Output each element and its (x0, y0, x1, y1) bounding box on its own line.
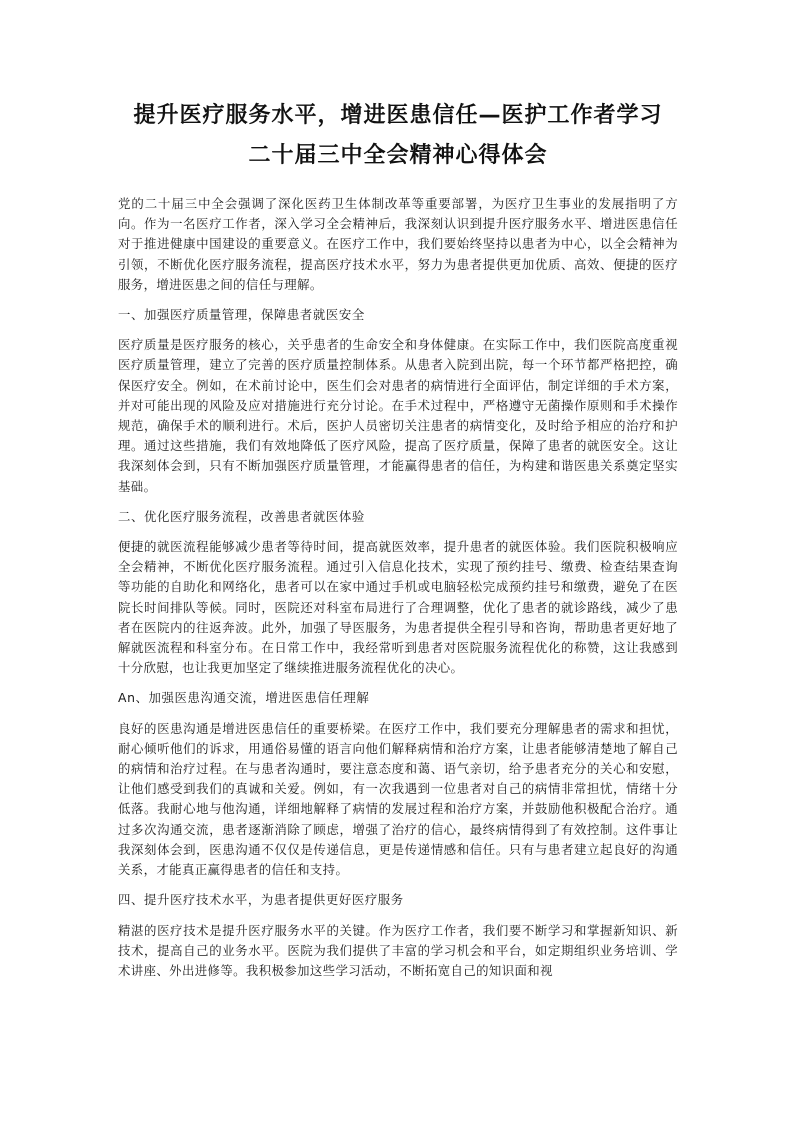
document-title (118, 96, 678, 176)
section-body-1: 医疗质量是医疗服务的核心，关乎患者的生命安全和身体健康。在实际工作中，我们医院高度重视医疗质量管理，建立了完善的医疗质量控制体系。从患者入院到出院，每一个环节都严格把控，确保医疗安全。例如，在术前讨论中，医生们会对患者的病情进行全面评估，制定详细的手术方案，并对可能出现的风险及应对措施进行充分讨论。在手术过程中，严格遵守无菌操作原则和手术操作规范，确保手术的顺利进行。术后，医护人员密切关注患者的病情变化，及时给予相应的治疗和护理。通过这些措施，我们有效地降低了医疗风险，提高了医疗质量，保障了患者的就医安全。这让我深刻体会到，只有不断加强医疗质量管理，才能赢得患者的信任，为构建和谐医患关系奠定坚实基础。 (118, 337, 678, 494)
section-heading-4: 四、提升医疗技术水平，为患者提供更好医疗服务 (118, 892, 404, 908)
section-heading-2: 二、优化医疗服务流程，改善患者就医体验 (118, 508, 365, 524)
section-body-3: 良好的医患沟通是增进医患信任的重要桥梁。在医疗工作中，我们要充分理解患者的需求和担忧，耐心倾听他们的诉求，用通俗易懂的语言向他们解释病情和治疗方案，让患者能够清楚地了解自己的病情和治疗过程。在与患者沟通时，要注意态度和蔼、语气亲切，给予患者充分的关心和安慰，让他们感受到我们的真诚和关爱。例如，有一次我遇到一位患者对自己的病情非常担忧，情绪十分低落。我耐心地与他沟通，详细地解释了病情的发展过程和治疗方案，并鼓励他积极配合治疗。通过多次沟通交流，患者逐渐消除了顾虑，增强了治疗的信心，最终病情得到了有效控制。这件事让我深刻体会到，医患沟通不仅仅是传递信息，更是传递情感和信任。只有与患者建立起良好的沟通关系，才能真正赢得患者的信任和支持。 (118, 720, 678, 878)
title-line-1: 提升医疗服务水平，增进医患信任—医护工作者学习 (133, 103, 663, 128)
title-line-2: 二十届三中全会精神心得体会 (248, 143, 548, 168)
section-heading-1: 一、加强医疗质量管理，保障患者就医安全 (118, 307, 365, 323)
section-body-4: 精湛的医疗技术是提升医疗服务水平的关键。作为医疗工作者，我们要不断学习和掌握新知识、新技术，提高自己的业务水平。医院为我们提供了丰富的学习机会和平台，如定期组织业务培训、学术讲座、外出进修等。我积极参加这些学习活动，不断拓宽自己的知识面和视 (118, 922, 678, 978)
section-heading-3: An、加强医患沟通交流，增进医患信任理解 (118, 690, 370, 706)
document-body (118, 194, 678, 981)
document-page (118, 96, 678, 991)
section-body-2: 便捷的就医流程能够减少患者等待时间，提高就医效率，提升患者的就医体验。我们医院积极响应全会精神，不断优化医疗服务流程。通过引入信息化技术，实现了预约挂号、缴费、检查结果查询等功能的自助化和网络化，患者可以在家中通过手机或电脑轻松完成预约挂号和缴费，避免了在医院长时间排队等候。同时，医院还对科室布局进行了合理调整，优化了患者的就诊路线，减少了患者在医院内的往返奔波。此外，加强了导医服务，为患者提供全程引导和咨询，帮助患者更好地了解就医流程和科室分布。在日常工作中，我经常听到患者对医院服务流程优化的称赞，这让我感到十分欣慰，也让我更加坚定了继续推进服务流程优化的决心。 (118, 539, 678, 676)
intro-paragraph: 党的二十届三中全会强调了深化医药卫生体制改革等重要部署，为医疗卫生事业的发展指明了方向。作为一名医疗工作者，深入学习全会精神后，我深刻认识到提升医疗服务水平、增进医患信任对于推进健康中国建设的重要意义。在医疗工作中，我们要始终坚持以患者为中心，以全会精神为引领，不断优化医疗服务流程，提高医疗技术水平，努力为患者提供更加优质、高效、便捷的医疗服务，增进医患之间的信任与理解。 (118, 196, 678, 292)
